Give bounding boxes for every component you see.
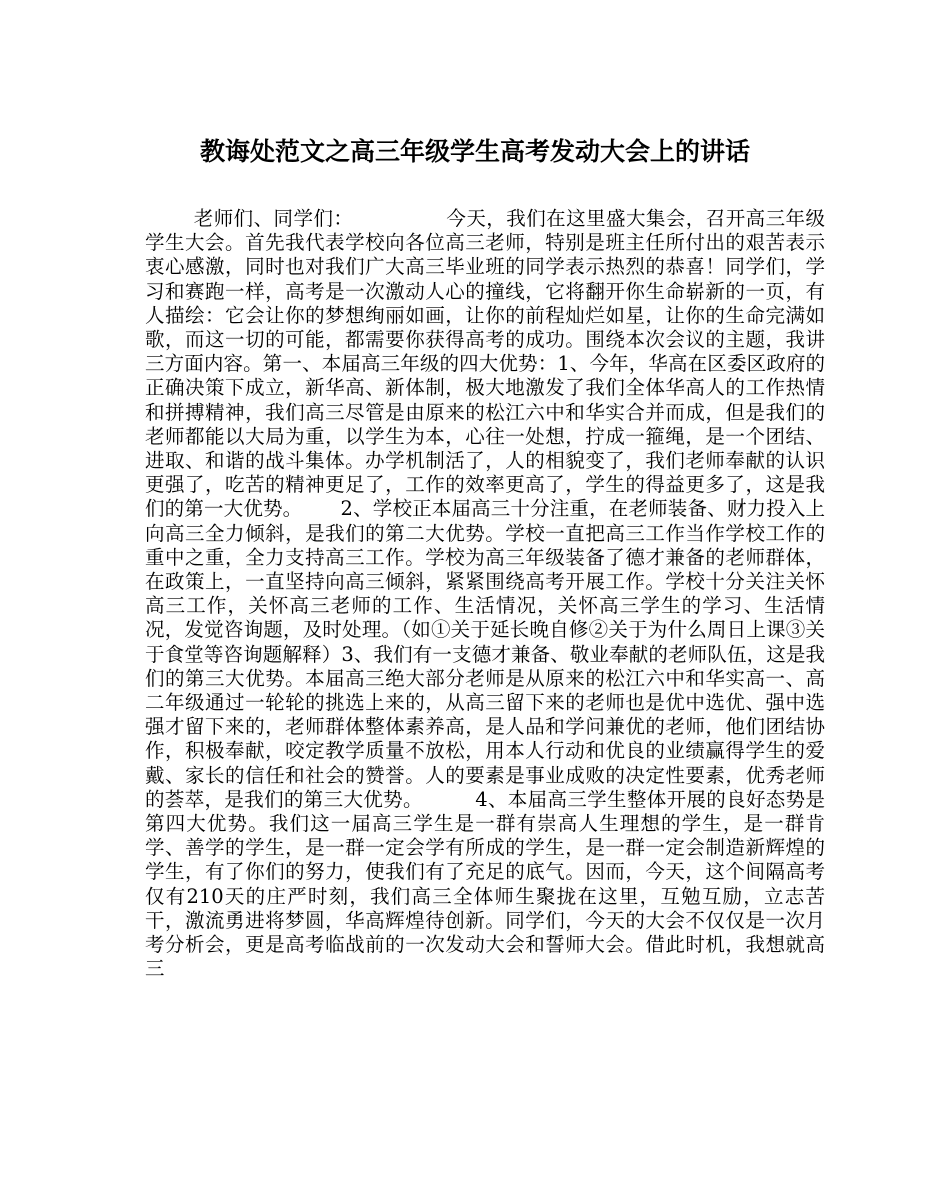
document-title: 教诲处范文之高三年级学生高考发动大会上的讲话	[199, 137, 750, 166]
document-body-paragraph: 老师们、同学们： 今天，我们在这里盛大集会，召开高三年级学生大会。首先我代表学校向各位高三老师，特别是班主任所付出的艰苦表示衷心感激，同时也对我们广大高三毕业班的同学表示热烈的恭喜！同学们，学习和赛跑一样，高考是一次激动人心的撞线，它将翻开你生命崭新的一页，有人描绘：它会让你的梦想绚丽如画，让你的前程灿烂如星，让你的生命完满如歌，而这一切的可能，都需要你获得高考的成功。围绕本次会议的主题，我讲三方面内容。第一、本届高三年级的四大优势：1、今年，华高在区委区政府的正确决策下成立，新华高、新体制，极大地激发了我们全体华高人的工作热情和拼搏精神，我们高三尽管是由原来的松江六中和华实合并而成，但是我们的老师都能以大局为重，以学生为本，心往一处想，拧成一箍绳，是一个团结、进取、和谐的战斗集体。办学机制活了，人的相貌变了，我们老师奉献的认识更强了，吃苦的精神更足了，工作的效率更高了，学生的得益更多了，这是我们的第一大优势。 2、学校正本届高三十分注重，在老师装备、财力投入上向高三全力倾斜，是我们的第二大优势。学校一直把高三工作当作学校工作的重中之重，全力支持高三工作。学校为高三年级装备了德才兼备的老师群体，在政策上，一直坚持向高三倾斜，紧紧围绕高考开展工作。学校十分关注关怀高三工作，关怀高三老师的工作、生活情况，关怀高三学生的学习、生活情况，发觉咨询题，及时处理。（如①关于延长晚自修②关于为什么周日上课③关于食堂等咨询题解释）3、我们有一支德才兼备、敬业奉献的老师队伍，这是我们的第三大优势。本届高三绝大部分老师是从原来的松江六中和华实高一、高二年级通过一轮轮的挑选上来的，从高三留下来的老师也是优中选优、强中选强才留下来的，老师群体整体素养高，是人品和学问兼优的老师，他们团结协作，积极奉献，咬定教学质量不放松，用本人行动和优良的业绩赢得学生的爱戴、家长的信任和社会的赞誉。人的要素是事业成败的决定性要素，优秀老师的荟萃，是我们的第三大优势。 4、本届高三学生整体开展的良好态势是第四大优势。我们这一届高三学生是一群有崇高人生理想的学生，是一群肯学、善学的学生，是一群一定会学有所成的学生，是一群一定会制造新辉煌的学生，有了你们的努力，使我们有了充足的底气。因而，今天，这个间隔高考仅有210天的庄严时刻，我们高三全体师生聚拢在这里，互勉互励，立志苦干，激流勇进将梦圆，华高辉煌待创新。同学们，今天的大会不仅仅是一次月考分析会，更是高考临战前的一次发动大会和誓师大会。借此时机，我想就高三	[145, 207, 825, 981]
